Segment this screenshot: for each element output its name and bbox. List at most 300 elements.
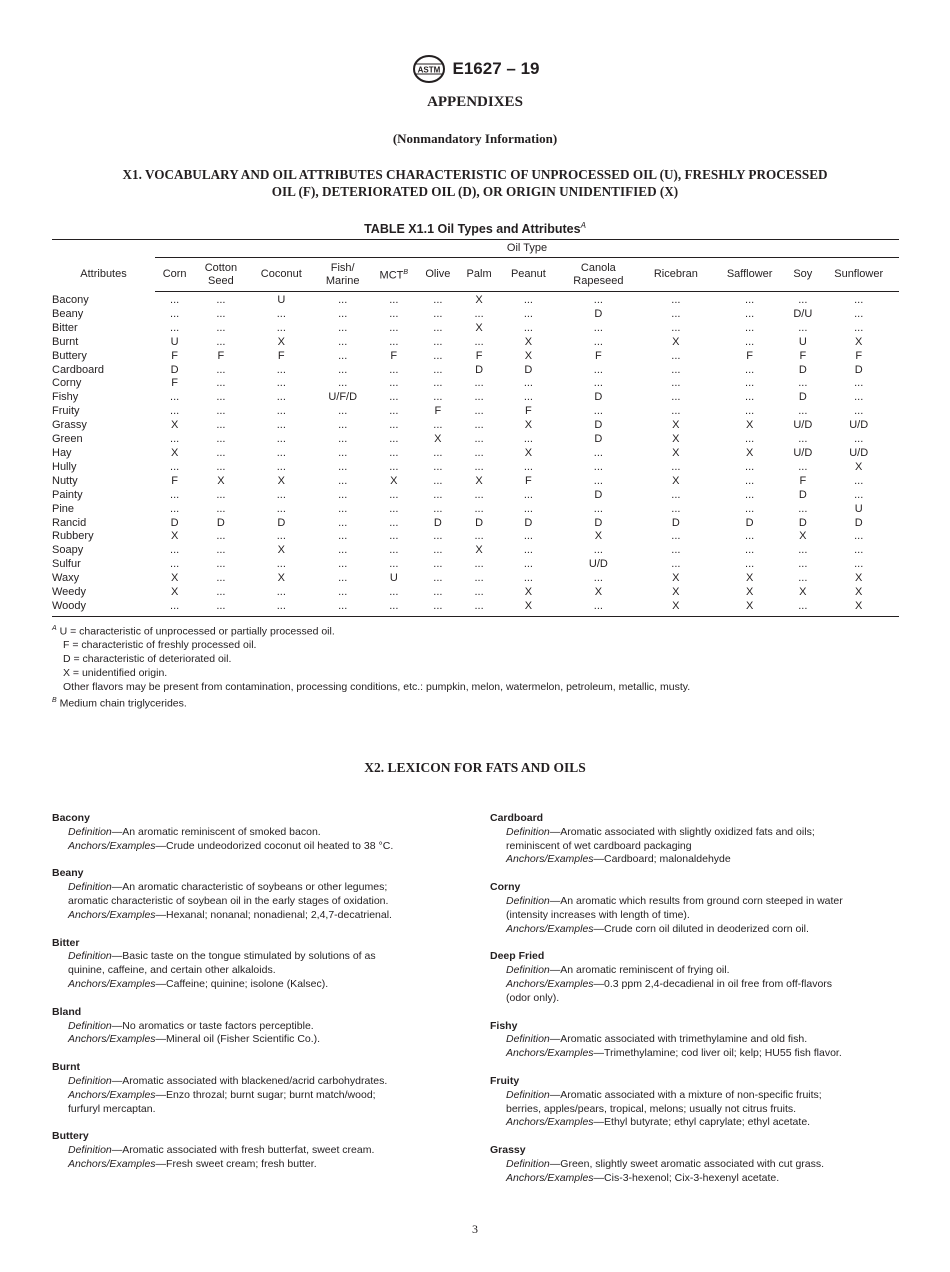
table-cell: X <box>672 419 680 432</box>
table-cell: ... <box>787 600 818 616</box>
table-cell: ... <box>593 502 603 515</box>
table-cell: D <box>524 516 533 529</box>
lexicon-term: Buttery <box>52 1130 89 1143</box>
table-cell: U <box>389 572 398 585</box>
table-cell: ... <box>389 377 399 390</box>
table-cell: ... <box>170 321 180 334</box>
table-row <box>52 517 899 531</box>
table-cell: X <box>672 335 680 348</box>
table-cell: ... <box>433 335 443 348</box>
column-header: Canola Rapeseed <box>557 258 640 292</box>
attribute-name: Pine <box>52 502 75 515</box>
attribute-name: Hully <box>52 460 77 473</box>
table-cell: ... <box>474 572 484 585</box>
table-row <box>52 572 899 586</box>
table-cell: ... <box>798 572 808 585</box>
table-cell: ... <box>276 460 286 473</box>
table-cell: F <box>799 349 807 362</box>
lexicon-entry <box>490 812 890 867</box>
definition-line: Definition—An aromatic reminiscent of frying oil. <box>506 964 730 977</box>
column-header: Soy <box>787 258 818 292</box>
table-cell: ... <box>389 294 399 306</box>
table-cell: ... <box>216 363 226 376</box>
table-cell: ... <box>338 572 348 585</box>
table-cell: ... <box>671 405 681 418</box>
table-cell: ... <box>671 488 681 501</box>
table-cell: ... <box>523 558 533 571</box>
table-cell: ... <box>854 558 864 571</box>
table-cell: ... <box>523 377 533 390</box>
table-cell: ... <box>389 335 399 348</box>
table-cell: D <box>594 391 603 404</box>
table-cell: ... <box>474 488 484 501</box>
table-cell: ... <box>474 307 484 320</box>
anchors-line: furfuryl mercaptan. <box>68 1102 156 1115</box>
table-cell: ... <box>593 405 603 418</box>
attribute-name: Nutty <box>52 474 78 487</box>
table-cell: ... <box>276 530 286 543</box>
table-cell: X <box>672 446 680 459</box>
table-row <box>52 377 899 391</box>
table-cell: U/D <box>849 446 869 459</box>
table-cell: X <box>500 600 557 616</box>
table-cell: ... <box>389 321 399 334</box>
table-cell: D <box>524 363 533 376</box>
table-cell: ... <box>338 544 348 557</box>
anchors-line: Anchors/Examples—Ethyl butyrate; ethyl caprylate; ethyl acetate. <box>506 1116 811 1129</box>
table-cell: X <box>745 446 754 459</box>
table-cell: ... <box>745 377 755 390</box>
table-cell: ... <box>389 433 399 446</box>
table-row <box>52 350 899 364</box>
table-cell: ... <box>276 377 286 390</box>
table-cell: ... <box>338 586 348 599</box>
attribute-name: Bacony <box>52 293 89 306</box>
table-cell: X <box>217 474 225 487</box>
lexicon-term: Corny <box>490 881 521 894</box>
table-cell: ... <box>671 363 681 376</box>
table-cell: ... <box>170 488 180 501</box>
lexicon-entry <box>52 937 432 992</box>
table-cell: F <box>217 349 225 362</box>
table-cell: ... <box>798 405 808 418</box>
table-cell: ... <box>276 419 286 432</box>
table-cell: X <box>855 586 863 599</box>
table-cell: ... <box>523 488 533 501</box>
table-cell: ... <box>474 335 484 348</box>
table-cell: X <box>475 474 483 487</box>
table-cell: ... <box>745 474 755 487</box>
table-cell: ... <box>523 530 533 543</box>
table-row <box>52 461 899 475</box>
table-cell: X <box>170 446 179 459</box>
table-cell: ... <box>216 488 226 501</box>
table-cell: ... <box>745 502 755 515</box>
table-row <box>52 503 899 517</box>
table-cell: ... <box>216 544 226 557</box>
table-cell: ... <box>216 502 226 515</box>
table-cell: ... <box>798 502 808 515</box>
table-cell: ... <box>745 321 755 334</box>
table-cell: ... <box>433 586 443 599</box>
anchors-line: Anchors/Examples—Enzo throzal; burnt sugar; burnt match/wood; <box>68 1088 376 1101</box>
table-cell: ... <box>276 586 286 599</box>
table-cell: ... <box>389 502 399 515</box>
definition-line: Definition—No aromatics or taste factors perceptible. <box>68 1019 314 1032</box>
table-cell: D <box>216 516 225 529</box>
table-cell: ... <box>216 530 226 543</box>
lexicon-left-column <box>52 812 432 1186</box>
table-cell: X <box>277 544 285 557</box>
definition-line: quinine, caffeine, and certain other alkaloids. <box>68 964 276 977</box>
table-cell: ... <box>854 544 864 557</box>
table-cell: X <box>855 460 863 473</box>
table-cell: ... <box>745 307 755 320</box>
lexicon-entry <box>52 867 432 922</box>
table-cell: U/F/D <box>328 391 358 404</box>
table-cell: F <box>434 405 442 418</box>
table-cell: ... <box>854 474 864 487</box>
table-cell: U/D <box>793 419 813 432</box>
table-row <box>52 391 899 405</box>
table-cell: ... <box>276 363 286 376</box>
x1-heading: X1. VOCABULARY AND OIL ATTRIBUTES CHARACTERISTIC OF UNPROCESSED OIL (U), FRESHLY PROCESSED OIL (F), DETERIORATED OIL (D), OR ORIGIN UNIDENTIFIED (X) <box>122 167 828 199</box>
table-cell: ... <box>458 600 499 616</box>
anchors-line: Anchors/Examples—Trimethylamine; cod liver oil; kelp; HU55 fish flavor. <box>506 1047 842 1060</box>
table-cell: ... <box>433 446 443 459</box>
table-cell: ... <box>854 321 864 334</box>
attributes-header: Attributes <box>52 240 155 292</box>
table-cell: ... <box>671 307 681 320</box>
table-cell: ... <box>474 586 484 599</box>
attribute-name: Painty <box>52 488 83 501</box>
table-row <box>52 364 899 378</box>
table-row <box>52 433 899 447</box>
table-row <box>52 447 899 461</box>
table-cell: X <box>672 586 680 599</box>
table-cell: ... <box>433 294 443 306</box>
table-cell: ... <box>216 572 226 585</box>
oil-attributes-table <box>52 239 899 617</box>
table-cell: ... <box>338 321 348 334</box>
table-cell: X <box>855 335 863 348</box>
x2-heading: X2. LEXICON FOR FATS AND OILS <box>364 760 586 775</box>
table-cell: ... <box>854 377 864 390</box>
table-cell: ... <box>276 391 286 404</box>
table-cell: D <box>433 516 442 529</box>
table-cell: ... <box>433 419 443 432</box>
table-cell: ... <box>523 433 533 446</box>
table-cell: ... <box>194 600 247 616</box>
footnote-a: $^A$ U = characteristic of unprocessed or partially processed oil. <box>52 625 335 638</box>
attribute-name: Woody <box>52 600 155 616</box>
table-cell: ... <box>433 488 443 501</box>
attribute-name: Bitter <box>52 321 78 334</box>
table-footnotes <box>52 622 912 712</box>
table-cell: X <box>640 600 712 616</box>
table-cell: F <box>746 349 753 362</box>
table-cell: ... <box>433 460 443 473</box>
lexicon-term: Bland <box>52 1005 82 1018</box>
table-cell: ... <box>593 572 603 585</box>
table-cell: X <box>524 586 533 599</box>
table-cell: ... <box>798 294 808 306</box>
table-cell: ... <box>216 405 226 418</box>
table-cell: ... <box>798 460 808 473</box>
column-header: Corn <box>155 258 194 292</box>
table-cell: ... <box>593 363 603 376</box>
table-cell: ... <box>338 294 348 306</box>
column-header: $MCT^B$ <box>370 258 417 292</box>
table-cell: ... <box>276 405 286 418</box>
table-cell: ... <box>593 321 603 334</box>
table-row <box>52 530 899 544</box>
table-cell: X <box>799 586 807 599</box>
table-cell: X <box>524 349 533 362</box>
table-cell: F <box>277 349 285 362</box>
table-cell: ... <box>474 446 484 459</box>
table-cell: ... <box>593 377 603 390</box>
table-cell: D <box>671 516 680 529</box>
table-cell: ... <box>798 433 808 446</box>
page-header <box>0 52 950 86</box>
attribute-name: Grassy <box>52 419 87 432</box>
table-cell: X <box>594 530 603 543</box>
attribute-name: Rubbery <box>52 530 94 543</box>
table-cell: ... <box>854 405 864 418</box>
table-cell: ... <box>474 460 484 473</box>
definition-line: reminiscent of wet cardboard packaging <box>506 839 692 852</box>
table-cell: ... <box>745 294 755 306</box>
lexicon-entry <box>52 1130 432 1171</box>
definition-line: Definition—An aromatic characteristic of soybeans or other legumes; <box>68 881 388 894</box>
table-cell: ... <box>433 558 443 571</box>
table-cell: ... <box>523 391 533 404</box>
table-cell: D <box>798 391 807 404</box>
table-cell: ... <box>523 502 533 515</box>
table-cell: ... <box>745 488 755 501</box>
column-header: Cotton Seed <box>194 258 247 292</box>
column-header: Safflower <box>712 258 787 292</box>
table-cell: ... <box>389 544 399 557</box>
table-cell: D <box>170 363 179 376</box>
table-cell: ... <box>216 433 226 446</box>
table-cell: X <box>672 433 680 446</box>
table-cell: ... <box>745 391 755 404</box>
table-cell: ... <box>389 446 399 459</box>
table-cell: ... <box>338 558 348 571</box>
column-header: Palm <box>458 258 499 292</box>
table-cell: X <box>170 586 179 599</box>
table-cell: ... <box>276 488 286 501</box>
lexicon-term: Deep Fried <box>490 950 545 963</box>
column-header: Ricebran <box>640 258 712 292</box>
table-cell: D <box>475 516 484 529</box>
table-cell: ... <box>671 544 681 557</box>
table-cell: D <box>798 516 807 529</box>
table-cell: X <box>524 419 533 432</box>
table-cell: X <box>170 419 179 432</box>
table-cell: ... <box>170 558 180 571</box>
table-cell: ... <box>276 321 286 334</box>
table-cell: ... <box>433 474 443 487</box>
attribute-name: Burnt <box>52 335 79 348</box>
anchors-line: Anchors/Examples—Crude corn oil diluted in deoderized corn oil. <box>506 922 809 935</box>
lexicon-entry <box>490 1020 890 1061</box>
table-cell: ... <box>338 433 348 446</box>
table-cell: ... <box>216 321 226 334</box>
table-cell: ... <box>593 335 603 348</box>
table-cell: X <box>799 530 807 543</box>
table-cell: ... <box>474 558 484 571</box>
attribute-name: Waxy <box>52 572 80 585</box>
definition-line: Definition—Basic taste on the tongue stimulated by solutions of as <box>68 950 376 963</box>
attribute-name: Rancid <box>52 516 87 529</box>
footnote-b: $^B$ Medium chain triglycerides. <box>52 697 187 710</box>
nonmandatory-label: (Nonmandatory Information) <box>392 131 558 146</box>
table-cell: ... <box>170 307 180 320</box>
attribute-name: Fruity <box>52 405 80 418</box>
table-cell: ... <box>338 516 348 529</box>
table-cell: ... <box>216 558 226 571</box>
table-cell: ... <box>370 600 417 616</box>
table-cell: ... <box>338 530 348 543</box>
attribute-name: Hay <box>52 446 72 459</box>
lexicon-term: Bitter <box>52 936 80 949</box>
table-cell: ... <box>433 544 443 557</box>
table-cell: D <box>594 307 603 320</box>
table-cell: ... <box>389 530 399 543</box>
table-cell: ... <box>854 488 864 501</box>
table-cell: ... <box>474 433 484 446</box>
page-number: 3 <box>472 1222 478 1236</box>
table-cell: X <box>818 600 899 616</box>
definition-line: Definition—Aromatic associated with blackened/acrid carbohydrates. <box>68 1074 388 1087</box>
table-row <box>52 475 899 489</box>
table-cell: ... <box>474 419 484 432</box>
table-cell: ... <box>389 460 399 473</box>
appendixes-title: APPENDIXES <box>427 94 523 110</box>
table-cell: ... <box>216 307 226 320</box>
table-cell: ... <box>216 391 226 404</box>
oil-type-header: Oil Type <box>155 240 899 258</box>
table-cell: X <box>524 446 533 459</box>
table-cell: ... <box>433 377 443 390</box>
table-cell: X <box>745 572 754 585</box>
table-cell: ... <box>389 391 399 404</box>
table-cell: ... <box>798 377 808 390</box>
lexicon-term: Bacony <box>52 812 90 824</box>
table-cell: ... <box>170 502 180 515</box>
table-cell: ... <box>389 488 399 501</box>
table-cell: F <box>171 474 178 487</box>
table-cell: ... <box>745 460 755 473</box>
table-cell: D <box>594 488 603 501</box>
table-cell: D <box>594 516 603 529</box>
table-cell: F <box>171 377 178 390</box>
table-cell: ... <box>216 419 226 432</box>
table-cell: X <box>434 433 442 446</box>
table-cell: ... <box>671 349 681 362</box>
lexicon-term: Burnt <box>52 1061 80 1074</box>
anchors-line: Anchors/Examples—Crude undeodorized coconut oil heated to 38 °C. <box>68 839 394 852</box>
table-cell: D <box>594 419 603 432</box>
lexicon-right-column <box>490 812 890 1200</box>
table-cell: X <box>170 530 179 543</box>
table-cell: ... <box>745 335 755 348</box>
table-cell: X <box>712 600 787 616</box>
table-cell: ... <box>745 405 755 418</box>
lexicon-entry <box>490 1075 890 1130</box>
table-cell: F <box>799 474 807 487</box>
definition-line: Definition—Aromatic associated with fresh butterfat, sweet cream. <box>68 1144 375 1157</box>
table-cell: ... <box>276 433 286 446</box>
table-cell: ... <box>216 460 226 473</box>
table-cell: D <box>170 516 179 529</box>
table-cell: U <box>798 335 807 348</box>
table-cell: ... <box>523 544 533 557</box>
table-cell: X <box>475 544 483 557</box>
table-cell: U/D <box>793 446 813 459</box>
table-cell: F <box>525 405 532 418</box>
table-row <box>52 586 899 600</box>
table-cell: ... <box>170 294 180 306</box>
table-cell: X <box>524 335 533 348</box>
attribute-name: Fishy <box>52 391 79 404</box>
table-cell: ... <box>474 405 484 418</box>
anchors-line: Anchors/Examples—Mineral oil (Fisher Scientific Co.). <box>68 1033 321 1046</box>
table-cell: ... <box>745 433 755 446</box>
table-cell: ... <box>671 460 681 473</box>
table-cell: D <box>745 516 754 529</box>
column-header: Sunflower <box>818 258 899 292</box>
table-cell: ... <box>593 460 603 473</box>
table-cell: ... <box>557 600 640 616</box>
table-cell: ... <box>389 558 399 571</box>
table-cell: ... <box>745 544 755 557</box>
table-cell: ... <box>671 530 681 543</box>
attribute-name: Weedy <box>52 586 87 599</box>
table-cell: ... <box>854 433 864 446</box>
table-cell: ... <box>433 391 443 404</box>
table-cell: ... <box>338 446 348 459</box>
table-cell: X <box>672 474 680 487</box>
anchors-line: Anchors/Examples—Hexanal; nonanal; nonadienal; 2,4,7-decatrienal. <box>68 908 392 921</box>
table-cell: ... <box>593 544 603 557</box>
table-cell: ... <box>155 600 194 616</box>
table-cell: F <box>594 349 602 362</box>
table-cell: ... <box>338 502 348 515</box>
table-cell: ... <box>745 530 755 543</box>
table-cell: ... <box>745 558 755 571</box>
table-cell: D <box>798 363 807 376</box>
table-cell: ... <box>276 502 286 515</box>
definition-line: Definition—An aromatic reminiscent of smoked bacon. <box>68 825 321 838</box>
definition-line: berries, apples/pears, tropical, melons; usually not citrus fruits. <box>506 1102 797 1115</box>
table-cell: ... <box>389 363 399 376</box>
table-cell: ... <box>433 349 443 362</box>
table-cell: X <box>475 294 483 306</box>
table-cell: ... <box>338 377 348 390</box>
table-cell: X <box>672 572 680 585</box>
table-row <box>52 558 899 572</box>
table-cell: ... <box>338 474 348 487</box>
table-cell: ... <box>671 502 681 515</box>
table-cell: ... <box>593 294 603 306</box>
table-cell: ... <box>338 349 348 362</box>
table-cell: X <box>745 419 754 432</box>
definition-line: aromatic characteristic of soybean oil in the early stages of oxidation. <box>68 894 389 907</box>
